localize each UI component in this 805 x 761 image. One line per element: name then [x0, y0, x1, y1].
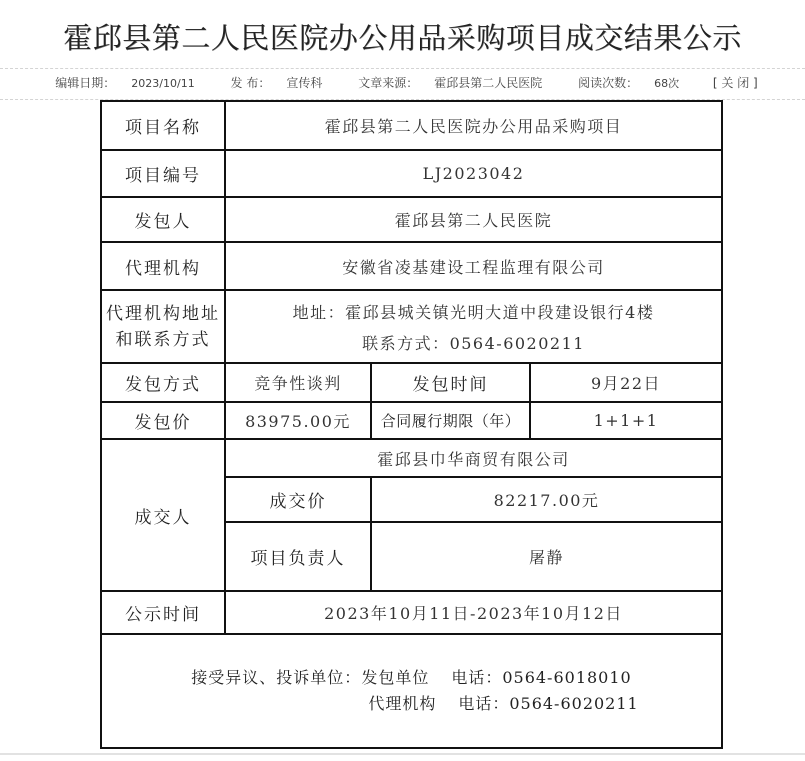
agency-value: 安徽省凌基建设工程监理有限公司 — [225, 242, 722, 290]
publisher-label: 发 布： — [230, 76, 271, 90]
row-project-code — [101, 150, 722, 197]
publicity-value: 2023年10月11日-2023年10月12日 — [225, 591, 722, 634]
close-link[interactable]: [ 关 闭 ] — [712, 76, 758, 90]
source — [350, 76, 550, 90]
complaint-unit-employer: 发包单位 — [361, 668, 430, 687]
complaint-phone-employer: 电话：0564-6018010 — [451, 668, 632, 687]
page-title: 霍邱县第二人民医院办公用品采购项目成交结果公示 — [63, 21, 742, 55]
project-code-label: 项目编号 — [101, 150, 225, 197]
winner-manager-value: 屠静 — [371, 522, 722, 591]
agency-label: 代理机构 — [101, 242, 225, 290]
project-name-label: 项目名称 — [101, 101, 225, 150]
winner-price-value: 82217.00元 — [371, 477, 722, 522]
row-tender-price — [101, 402, 722, 439]
views-value: 68次 — [654, 77, 680, 90]
divider-bottom — [0, 753, 805, 755]
winner-price-label: 成交价 — [225, 477, 371, 522]
source-value: 霍邱县第二人民医院 — [434, 76, 543, 90]
complaint-unit-agency: 代理机构 — [368, 694, 437, 713]
edit-date — [47, 76, 202, 90]
agency-phone: 联系方式：0564-6020211 — [362, 333, 585, 353]
agency-contact-value — [225, 290, 722, 363]
agency-contact-label-line1: 代理机构地址 — [106, 303, 220, 324]
row-publicity — [101, 591, 722, 634]
tender-method-value: 竞争性谈判 — [225, 363, 371, 402]
complaint-phone-agency: 电话：0564-6020211 — [458, 694, 639, 713]
tender-time-label: 发包时间 — [371, 363, 530, 402]
winner-company: 霍邱县巾华商贸有限公司 — [225, 439, 722, 477]
project-name-value: 霍邱县第二人民医院办公用品采购项目 — [225, 101, 722, 150]
publisher — [223, 76, 331, 90]
agency-contact-label-line2: 和联系方式 — [115, 329, 211, 350]
employer-value: 霍邱县第二人民医院 — [225, 197, 722, 242]
winner-manager-label: 项目负责人 — [225, 522, 371, 591]
complaint-info — [101, 634, 722, 748]
row-agency-contact — [101, 290, 722, 363]
project-code-value: LJ2023042 — [225, 150, 722, 197]
publicity-label: 公示时间 — [101, 591, 225, 634]
contract-period-value: 1+1+1 — [530, 402, 722, 439]
tender-price-label: 发包价 — [101, 402, 225, 439]
complaint-prefix: 接受异议、投诉单位： — [191, 668, 362, 687]
publisher-value: 宣传科 — [286, 76, 323, 90]
row-complaint — [101, 634, 722, 748]
employer-label: 发包人 — [101, 197, 225, 242]
agency-contact-label — [101, 290, 225, 363]
row-winner-company — [101, 439, 722, 477]
row-employer — [101, 197, 722, 242]
views-label: 阅读次数： — [578, 76, 639, 90]
tender-price-value: 83975.00元 — [225, 402, 371, 439]
tender-time-value: 9月22日 — [530, 363, 722, 402]
source-label: 文章来源： — [358, 76, 419, 90]
contract-period-label: 合同履行期限（年） — [371, 402, 530, 439]
complaint-line-2 — [102, 691, 721, 717]
edit-date-value: 2023/10/11 — [131, 77, 195, 90]
complaint-line-1 — [102, 665, 721, 691]
views — [570, 76, 687, 90]
edit-date-label: 编辑日期： — [55, 76, 116, 90]
tender-method-label: 发包方式 — [101, 363, 225, 402]
row-agency — [101, 242, 722, 290]
winner-label: 成交人 — [101, 439, 225, 591]
row-tender-method — [101, 363, 722, 402]
row-project-name — [101, 101, 722, 150]
agency-address: 地址：霍邱县城关镇光明大道中段建设银行4楼 — [292, 302, 655, 322]
result-table — [100, 100, 723, 749]
article-meta — [0, 74, 805, 91]
divider-top — [0, 68, 805, 69]
